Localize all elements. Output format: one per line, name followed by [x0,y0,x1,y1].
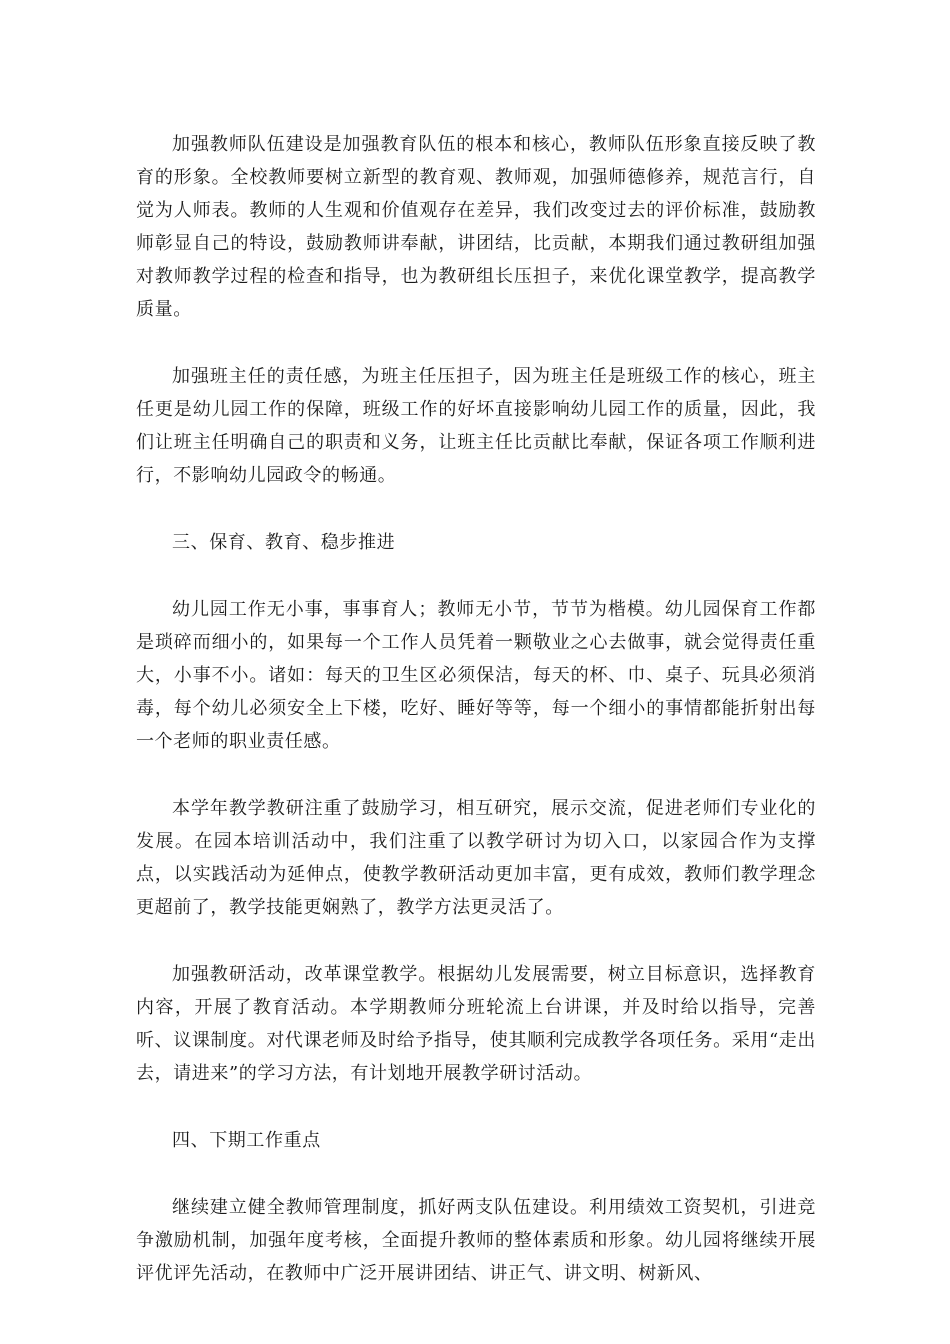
section-heading-3: 三、保育、教育、稳步推进 [172,532,396,553]
paragraph-care-work: 幼儿园工作无小事，事事育人；教师无小节，节节为楷模。幼儿园保育工作都是琐碎而细小的，如果每一个工作人员凭着一颗敬业之心去做事，就会觉得责任重大，小事不小。诸如：每天的卫生区必须保洁，每天的杯、巾、桌子、玩具必须消毒，每个幼儿必须安全上下楼，吃好、睡好等等，每一个细小的事情都能折射出每一个老师的职业责任感。 [136,599,816,752]
paragraph-next-term: 继续建立健全教师管理制度，抓好两支队伍建设。利用绩效工资契机，引进竞争激励机制，加强年度考核，全面提升教师的整体素质和形象。幼儿园将继续开展评优评先活动，在教师中广泛开展讲团结、讲正气、讲文明、树新风、 [136,1197,816,1284]
paragraph-research-activities: 加强教研活动，改革课堂教学。根据幼儿发展需要，树立目标意识，选择教育内容，开展了教育活动。本学期教师分班轮流上台讲课，并及时给以指导，完善听、议课制度。对代课老师及时给予指导，使其顺利完成教学各项任务。采用“走出去，请进来”的学习方法，有计划地开展教学研讨活动。 [136,964,816,1084]
section-heading-4: 四、下期工作重点 [172,1130,321,1151]
paragraph-teacher-team: 加强教师队伍建设是加强教育队伍的根本和核心，教师队伍形象直接反映了教育的形象。全校教师要树立新型的教育观、教师观，加强师德修养，规范言行，自觉为人师表。教师的人生观和价值观存在差异，我们改变过去的评价标准，鼓励教师彰显自己的特设，鼓励教师讲奉献，讲团结，比贡献，本期我们通过教研组加强对教师教学过程的检查和指导，也为教研组长压担子，来优化课堂教学，提高教学质量。 [136,134,816,320]
paragraph-head-teacher: 加强班主任的责任感，为班主任压担子，因为班主任是班级工作的核心，班主任更是幼儿园工作的保障，班级工作的好坏直接影响幼儿园工作的质量，因此，我们让班主任明确自己的职责和义务，让班主任比贡献比奉献，保证各项工作顺利进行，不影响幼儿园政令的畅通。 [136,366,816,486]
paragraph-teaching-research: 本学年教学教研注重了鼓励学习，相互研究，展示交流，促进老师们专业化的发展。在园本培训活动中，我们注重了以教学研讨为切入口，以家园合作为支撑点，以实践活动为延伸点，使教学教研活动更加丰富，更有成效，教师们教学理念更超前了，教学技能更娴熟了，教学方法更灵活了。 [136,798,816,918]
document-body [136,128,816,1324]
